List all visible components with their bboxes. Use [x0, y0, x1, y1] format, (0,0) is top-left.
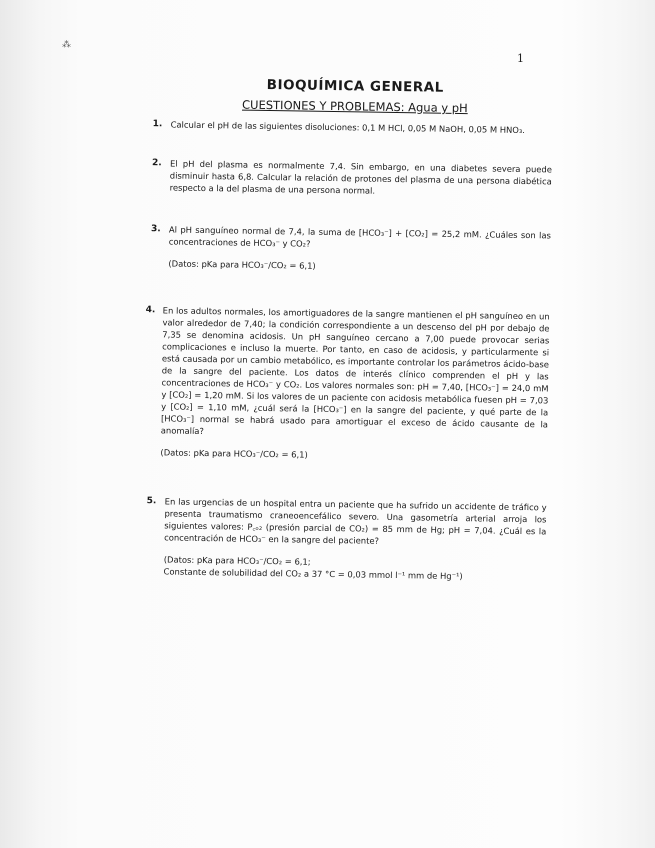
question-number: 3. [150, 224, 161, 235]
question-3 [150, 223, 551, 275]
question-number: 4. [145, 305, 156, 316]
page-subtitle: CUESTIONES Y PROBLEMAS: Agua y pH [241, 97, 468, 116]
question-4 [147, 304, 549, 464]
question-text: Al pH sanguíneo normal de 7,4, la suma de [HCO₃⁻] + [CO₂] = 25,2 mM. ¿Cuáles son las concentraciones de HCO₃⁻ y CO₂? [168, 224, 552, 249]
question-text: En las urgencias de un hospital entra un paciente que ha sufrido un accidente de tráfico y presenta traumatismo craneoencefálico severo. Una gasometría arterial arroja los siguientes valores: P꜀ₒ₂ (presión parcial de CO₂) = 85 mm de Hg; pH = 7,04. ¿Cuál es la concentración de HCO₃⁻ en la sangre del paciente? [164, 496, 547, 546]
margin-mark: ⁂ [62, 40, 71, 50]
question-data: (Datos: pKa para HCO₃⁻/CO₂ = 6,1) [168, 258, 316, 271]
question-number: 1. [152, 119, 163, 130]
question-5 [146, 495, 547, 583]
question-text: Calcular el pH de las siguientes disoluciones: 0,1 M HCl, 0,05 M NaOH, 0,05 M HNO₃. [170, 119, 526, 136]
question-text: En los adultos normales, los amortiguadores de la sangre mantienen el pH sanguíneo en un valor alrededor de 7,40; la condición correspondiente a un descenso del pH por debajo de 7,35 se denomina acidosis. Un pH sanguíneo cercano a 7,00 puede provocar serias complicaciones e incluso la muerte. Por tanto, en caso de acidosis, y particularmente si está causada por un cambio metabólico, es importante controlar los parámetros ácido-base de la sangre del paciente. Los datos de interés clínico comprenden el pH y las concentraciones de HCO₃⁻ y CO₂. Los valores normales son: pH = 7,40, [HCO₃⁻] = 24,0 mM y [CO₂] = 1,20 mM. Si los valores de un paciente con acidosis metabólica fuesen pH = 7,03 y [CO₂] = 1,10 mM, ¿cuál será la [HCO₃⁻] en la sangre del paciente, y qué parte de la [HCO₃⁻] normal se habrá usado para amortiguar el exceso de ácido causante de la anomalía? [160, 305, 550, 437]
page-number: 1 [517, 52, 524, 65]
question-data-constant: Constante de solubilidad del CO₂ a 37 °C = 0,03 mmol l⁻¹ mm de Hg⁻¹) [163, 566, 463, 582]
question-text: El pH del plasma es normalmente 7,4. Sin embargo, en una diabetes severa puede disminuir hasta 6,8. Calcular la relación de protones del plasma de una persona diabética respecto a la del plasma de una persona normal. [169, 158, 553, 196]
question-data: (Datos: pKa para HCO₃⁻/CO₂ = 6,1) [160, 447, 308, 460]
page-title: BIOQUÍMICA GENERAL [266, 76, 444, 96]
question-number: 2. [151, 158, 162, 169]
question-number: 5. [146, 496, 157, 507]
question-1 [153, 118, 553, 136]
question-2 [152, 157, 553, 199]
question-data: (Datos: pKa para HCO₃⁻/CO₂ = 6,1; [163, 554, 311, 567]
